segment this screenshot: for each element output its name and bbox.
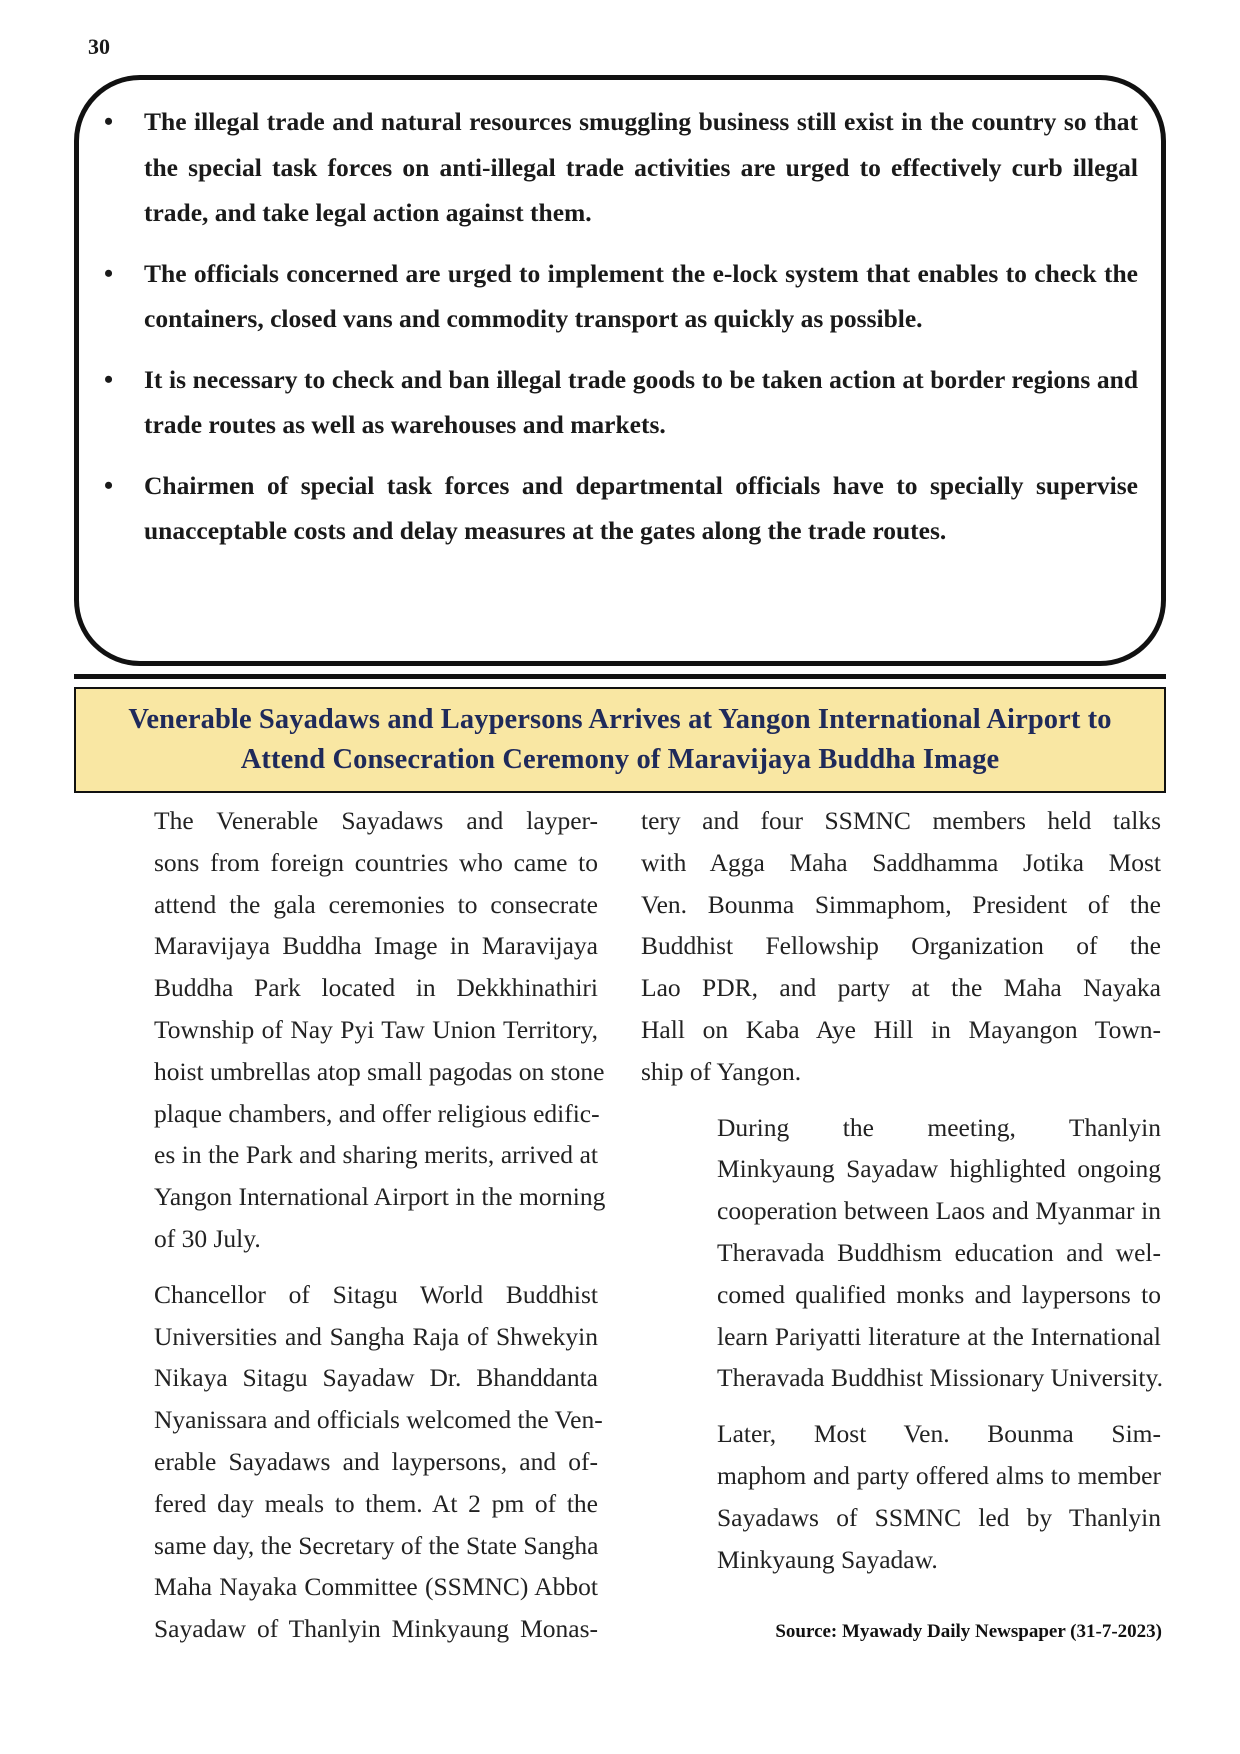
bullet-dot-icon: • [104, 107, 114, 136]
text-line: Buddha Park located in Dekkhinathiri [154, 973, 598, 1003]
text-line: with Agga Maha Saddhamma Jotika Most [641, 847, 1161, 877]
text-line: Nikaya Sitagu Sayadaw Dr. Bhanddanta [154, 1363, 598, 1393]
text-line: plaque chambers, and offer religious edific- [154, 1098, 600, 1128]
highlights-list [100, 99, 1138, 569]
text-line: cooperation between Laos and Myanmar in [717, 1196, 1161, 1226]
text-line: Sayadaws of SSMNC led by Thanlyin [717, 1502, 1161, 1532]
text-line: same day, the Secretary of the State Sangha [154, 1530, 599, 1560]
paragraph [641, 800, 1161, 1093]
text-line: maphom and party offered alms to member [717, 1460, 1161, 1490]
text-line: Universities and Sangha Raja of Shwekyin [154, 1321, 598, 1351]
text-line: learn Pariyatti literature at the International [717, 1321, 1161, 1351]
text-line: Minkyaung Sayadaw. [717, 1544, 938, 1574]
headline-line-1: Venerable Sayadaws and Laypersons Arrives at Yangon International Airport to [128, 704, 1112, 735]
text-line: Lao PDR, and party at the Maha Nayaka [641, 973, 1161, 1003]
bullet-item [100, 99, 1138, 236]
page-number: 30 [88, 34, 110, 59]
text-line: Maha Nayaka Committee (SSMNC) Abbot [154, 1572, 598, 1602]
text-line: Buddhist Fellowship Organization of the [641, 931, 1161, 961]
bullet-dot-icon: • [104, 364, 114, 394]
bullet-text: The officials concerned are urged to implement the e-lock system that enables to check the containers, closed vans and commodity transport as quickly as possible. [144, 258, 1138, 333]
text-line: Yangon International Airport in the morning [154, 1182, 606, 1212]
paragraph [78, 800, 606, 1260]
bullet-text: The illegal trade and natural resources smuggling business still exist in the country so that the special task forces on anti-illegal trade activities are urged to effectively curb illegal trade, and take legal action against them. [144, 107, 1138, 227]
text-line: tery and four SSMNC members held talks [641, 806, 1161, 835]
text-line: sons from foreign countries who came to [154, 847, 598, 877]
article-column-right [641, 800, 1161, 1594]
text-line: During the meeting, Thanlyin [717, 1112, 1161, 1142]
text-line: Ven. Bounma Simmaphom, President of the [641, 889, 1161, 919]
text-line: Township of Nay Pyi Taw Union Territory, [154, 1014, 598, 1044]
text-line: Maravijaya Buddha Image in Maravijaya [154, 931, 598, 961]
section-divider [74, 674, 1166, 679]
paragraph [641, 1413, 1161, 1580]
text-line: hoist umbrellas atop small pagodas on stone [154, 1056, 605, 1086]
text-line: Later, Most Ven. Bounma Sim- [717, 1419, 1161, 1449]
paragraph [641, 1107, 1161, 1400]
text-line: ship of Yangon. [641, 1056, 802, 1086]
bullet-text: It is necessary to check and ban illegal trade goods to be taken action at border regions and trade routes as well as warehouses and markets. [144, 364, 1138, 439]
article-column-left [78, 800, 606, 1664]
text-line: of 30 July. [154, 1223, 261, 1253]
text-line: Sayadaw of Thanlyin Minkyaung Monas- [154, 1614, 598, 1644]
text-line: es in the Park and sharing merits, arrived at [154, 1140, 598, 1170]
bullet-text: Chairmen of special task forces and departmental officials have to specially supervise unacceptable costs and delay measures at the gates along the trade routes. [144, 470, 1138, 545]
paragraph [78, 1274, 603, 1650]
headline-line-2: Attend Consecration Ceremony of Maravijaya Buddha Image [240, 744, 1000, 775]
bullet-dot-icon: • [104, 258, 114, 288]
source-citation: Source: Myawady Daily Newspaper (31-7-2023) [775, 1621, 1162, 1642]
text-line: Theravada Buddhism education and wel- [717, 1237, 1161, 1267]
text-line: attend the gala ceremonies to consecrate [154, 889, 598, 919]
text-line: Hall on Kaba Aye Hill in Mayangon Town- [641, 1014, 1161, 1044]
text-line: Nyanissara and officials welcomed the Ven- [154, 1405, 603, 1435]
bullet-item [100, 251, 1138, 342]
text-line: fered day meals to them. At 2 pm of the [154, 1488, 598, 1518]
bullet-dot-icon: • [104, 470, 114, 500]
text-line: Minkyaung Sayadaw highlighted ongoing [717, 1154, 1161, 1184]
text-line: erable Sayadaws and laypersons, and of- [154, 1446, 598, 1476]
text-line: comed qualified monks and laypersons to [717, 1279, 1161, 1309]
text-line: Chancellor of Sitagu World Buddhist [154, 1279, 598, 1309]
article-headline [74, 687, 1166, 793]
bullet-item [100, 463, 1138, 554]
text-line: Theravada Buddhist Missionary University. [717, 1363, 1163, 1393]
bullet-item [100, 357, 1138, 448]
text-line: The Venerable Sayadaws and layper- [154, 806, 598, 835]
